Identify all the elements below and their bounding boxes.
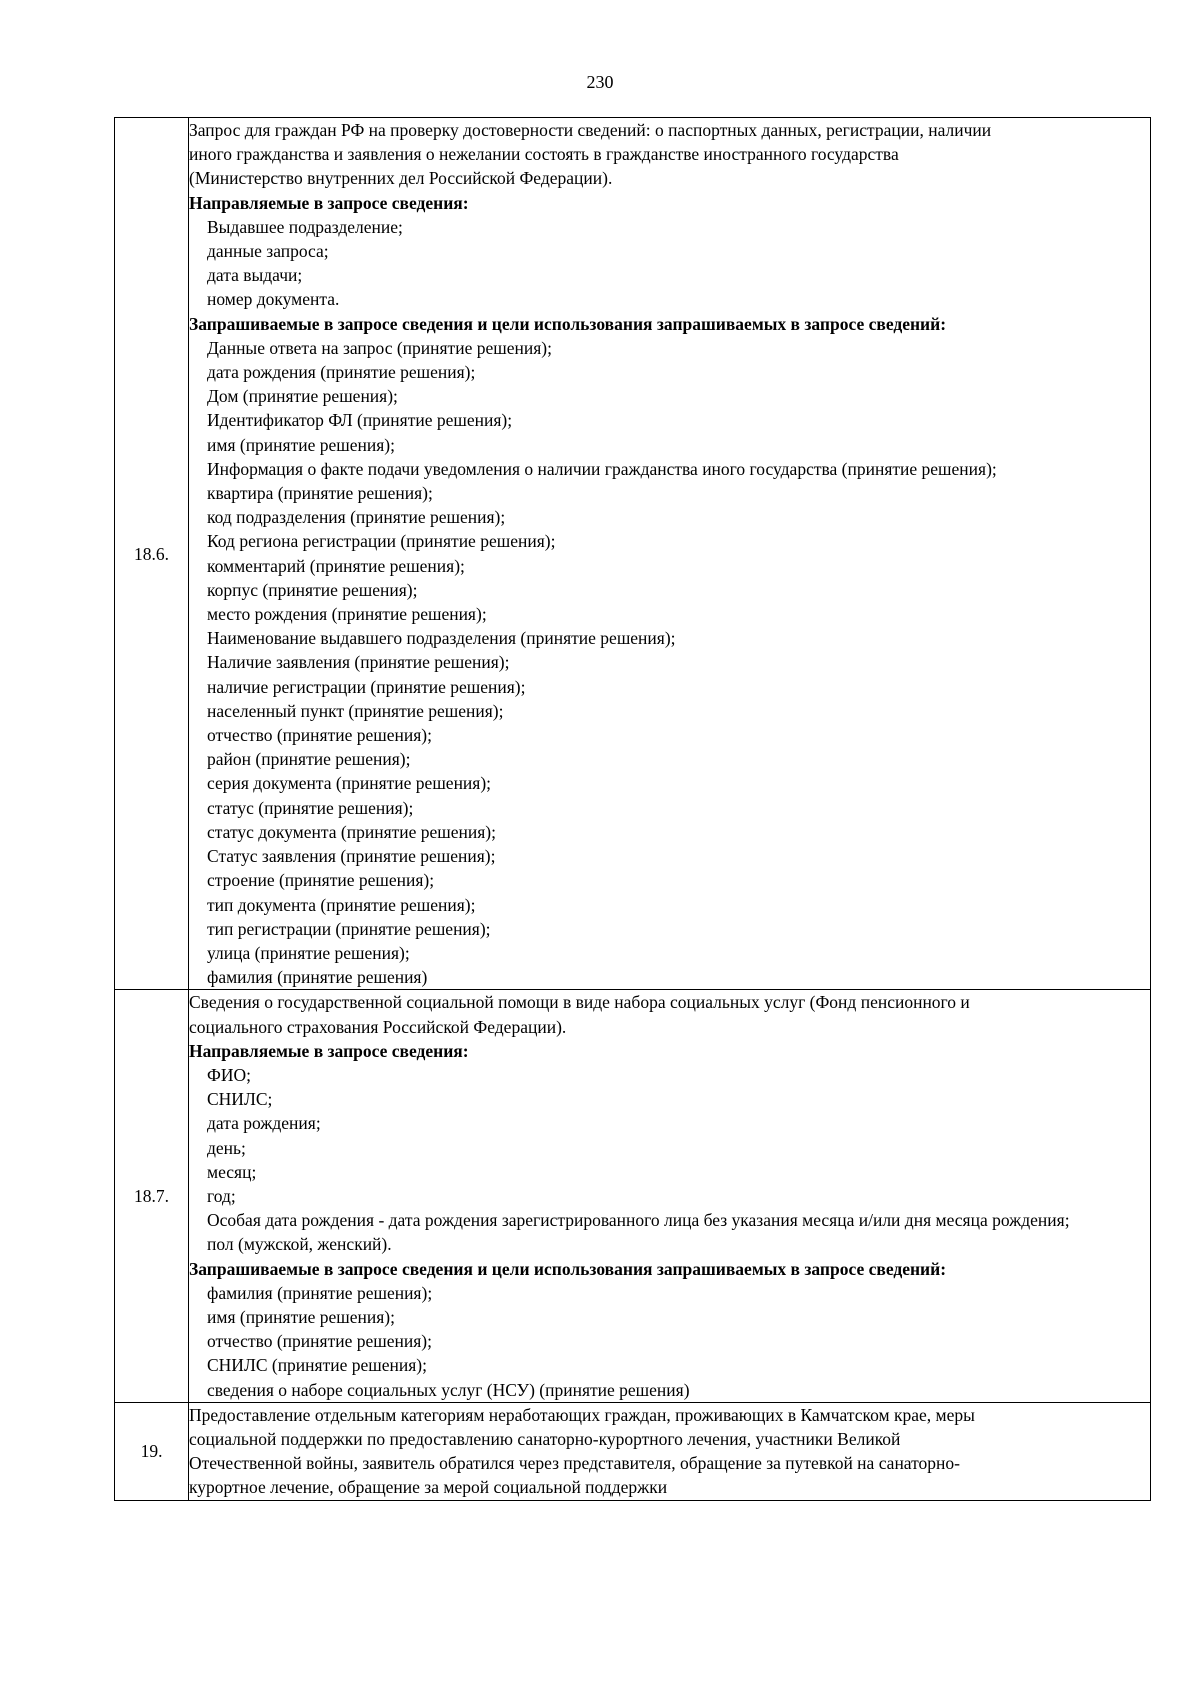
requested-heading: Запрашиваемые в запросе сведения и цели использования запрашиваемых в запросе сведений: — [189, 313, 947, 334]
services-table — [114, 117, 1151, 1501]
requested-item: Наименование выдавшего подразделения (принятие решения); — [207, 628, 676, 649]
requested-item: Информация о факте подачи уведомления о наличии гражданства иного государства (принятие решения); — [207, 458, 997, 479]
requested-item: Наличие заявления (принятие решения); — [207, 652, 510, 673]
requested-item: улица (принятие решения); — [207, 942, 410, 963]
sent-item: дата выдачи; — [207, 265, 303, 286]
requested-item: дата рождения (принятие решения); — [207, 362, 476, 383]
requested-item: место рождения (принятие решения); — [207, 604, 487, 625]
row-number: 19. — [115, 1402, 189, 1500]
requested-item: имя (принятие решения); — [207, 1306, 395, 1327]
row-title-line: Сведения о государственной социальной помощи в виде набора социальных услуг (Фонд пенсионного и — [189, 992, 970, 1013]
row-title-line: курортное лечение, обращение за мерой социальной поддержки — [189, 1477, 668, 1498]
sent-item: номер документа. — [207, 289, 340, 310]
requested-item: Статус заявления (принятие решения); — [207, 846, 496, 867]
requested-item: статус (принятие решения); — [207, 797, 414, 818]
requested-item: имя (принятие решения); — [207, 434, 395, 455]
requested-item: серия документа (принятие решения); — [207, 773, 492, 794]
requested-item: Код региона регистрации (принятие решения); — [207, 531, 556, 552]
row-title-line: (Министерство внутренних дел Российской Федерации). — [189, 168, 613, 189]
requested-item: квартира (принятие решения); — [207, 483, 433, 504]
requested-item: фамилия (принятие решения) — [207, 967, 428, 988]
requested-item: населенный пункт (принятие решения); — [207, 700, 504, 721]
sent-item: дата рождения; — [207, 1113, 321, 1134]
requested-item: комментарий (принятие решения); — [207, 555, 465, 576]
sent-item: пол (мужской, женский). — [207, 1234, 392, 1255]
row-content — [189, 990, 1151, 1402]
requested-item: тип документа (принятие решения); — [207, 894, 476, 915]
requested-heading: Запрашиваемые в запросе сведения и цели использования запрашиваемых в запросе сведений: — [189, 1258, 947, 1279]
requested-item: СНИЛС (принятие решения); — [207, 1355, 427, 1376]
requested-item: отчество (принятие решения); — [207, 1331, 432, 1352]
requested-item: наличие регистрации (принятие решения); — [207, 676, 526, 697]
row-number: 18.7. — [115, 990, 189, 1402]
sent-item: месяц; — [207, 1161, 257, 1182]
sent-item: данные запроса; — [207, 241, 329, 262]
row-content — [189, 1402, 1151, 1500]
row-title-line: иного гражданства и заявления о нежелании состоять в гражданстве иностранного государства — [189, 144, 899, 165]
row-title-line: Запрос для граждан РФ на проверку достоверности сведений: о паспортных данных, регистрации, наличии — [189, 120, 992, 140]
requested-item: корпус (принятие решения); — [207, 579, 418, 600]
row-number: 18.6. — [115, 118, 189, 990]
requested-item: район (принятие решения); — [207, 749, 411, 770]
requested-item: сведения о наборе социальных услуг (НСУ) (принятие решения) — [207, 1379, 690, 1400]
table-row — [115, 1402, 1151, 1500]
page-number: 230 — [586, 72, 614, 92]
row-title-line: социального страхования Российской Федерации). — [189, 1016, 567, 1037]
requested-item: тип регистрации (принятие решения); — [207, 918, 491, 939]
requested-item: строение (принятие решения); — [207, 870, 435, 891]
requested-item: код подразделения (принятие решения); — [207, 507, 506, 528]
requested-item: Идентификатор ФЛ (принятие решения); — [207, 410, 513, 431]
requested-item: фамилия (принятие решения); — [207, 1282, 433, 1303]
sent-item: ФИО; — [207, 1064, 251, 1085]
sent-item: день; — [207, 1137, 246, 1158]
sent-heading: Направляемые в запросе сведения: — [189, 1040, 469, 1061]
row-title-line: Предоставление отдельным категориям неработающих граждан, проживающих в Камчатском крае, меры — [189, 1404, 975, 1425]
row-title-line: Отечественной войны, заявитель обратился через представителя, обращение за путевкой на санаторно- — [189, 1453, 960, 1474]
requested-item: статус документа (принятие решения); — [207, 821, 496, 842]
row-title-line: социальной поддержки по предоставлению санаторно-курортного лечения, участники Великой — [189, 1428, 901, 1449]
sent-heading: Направляемые в запросе сведения: — [189, 192, 469, 213]
table-row — [115, 990, 1151, 1402]
special-birthdate-item: Особая дата рождения - дата рождения зарегистрированного лица без указания месяца и/или дня месяца рождения; — [207, 1210, 1070, 1231]
requested-item: Дом (принятие решения); — [207, 386, 398, 407]
requested-item: отчество (принятие решения); — [207, 725, 432, 746]
sent-item: год; — [207, 1185, 236, 1206]
row-content — [189, 118, 1151, 990]
sent-item: СНИЛС; — [207, 1089, 273, 1110]
requested-item: Данные ответа на запрос (принятие решения); — [207, 337, 552, 358]
sent-item: Выдавшее подразделение; — [207, 216, 403, 237]
table-row — [115, 118, 1151, 990]
